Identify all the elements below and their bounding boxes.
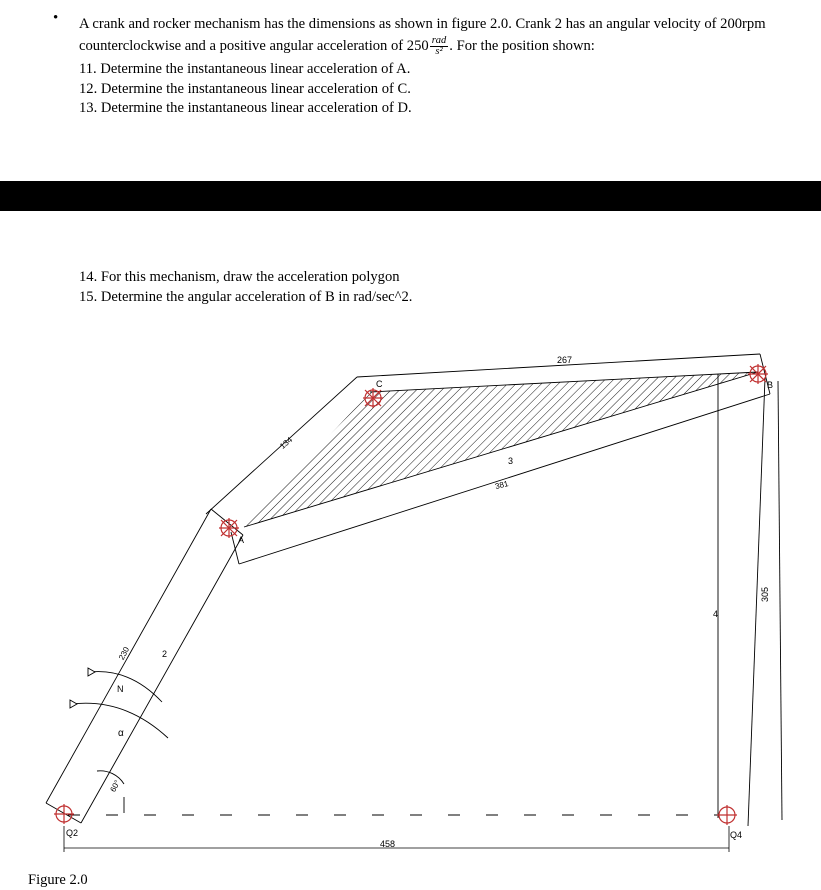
joint-C: [363, 388, 383, 408]
label-134: 134: [278, 435, 295, 451]
intro-text-2: . For the position shown:: [449, 38, 595, 54]
bullet-point: •: [53, 10, 59, 26]
question-12: 12. Determine the instantaneous linear acceleration of C.: [79, 80, 411, 97]
label-458: 458: [380, 839, 396, 849]
label-pivot-Q4: Q4: [730, 830, 743, 840]
label-omega-N: N: [117, 684, 124, 694]
label-link-2: 2: [162, 649, 168, 659]
pivot-Q4: [717, 805, 737, 825]
intro-text-1: A crank and rocker mechanism has the dimensions as shown in figure 2.0. Crank 2 has an angular velocity of 200rpm counterclockwise and a positive angular acceleration of 250: [79, 16, 766, 54]
question-11: 11. Determine the instantaneous linear acceleration of A.: [79, 61, 411, 77]
link-2-crank: [46, 509, 243, 823]
link-3-coupler: [206, 354, 770, 564]
pivot-Q2: [54, 804, 74, 824]
label-point-B: B: [767, 380, 774, 390]
label-link-3: 3: [508, 456, 514, 466]
label-pivot-Q2: Q2: [66, 828, 79, 838]
joint-B: [748, 364, 768, 384]
label-230: 230: [116, 645, 132, 662]
label-267: 267: [557, 355, 573, 365]
label-305: 305: [760, 586, 770, 602]
figure-caption: Figure 2.0: [28, 872, 88, 888]
unit-numerator: rad: [431, 35, 447, 47]
question-15: 15. Determine the angular acceleration of B in rad/sec^2.: [79, 288, 413, 305]
dimension-458: [64, 826, 729, 852]
question-13: 13. Determine the instantaneous linear acceleration of D.: [79, 100, 412, 116]
label-381: 381: [494, 479, 510, 492]
label-point-C: C: [376, 379, 383, 389]
label-point-A: A: [238, 535, 245, 545]
angle-marker: [97, 771, 124, 813]
label-angle-60: 60°: [108, 778, 123, 794]
label-alpha: α: [118, 728, 124, 739]
question-14: 14. For this mechanism, draw the acceleration polygon: [79, 269, 400, 285]
label-link-4: 4: [713, 609, 719, 619]
joint-A: [219, 518, 239, 538]
unit-denominator: s²: [435, 46, 443, 58]
link-4-rocker: [718, 374, 782, 826]
